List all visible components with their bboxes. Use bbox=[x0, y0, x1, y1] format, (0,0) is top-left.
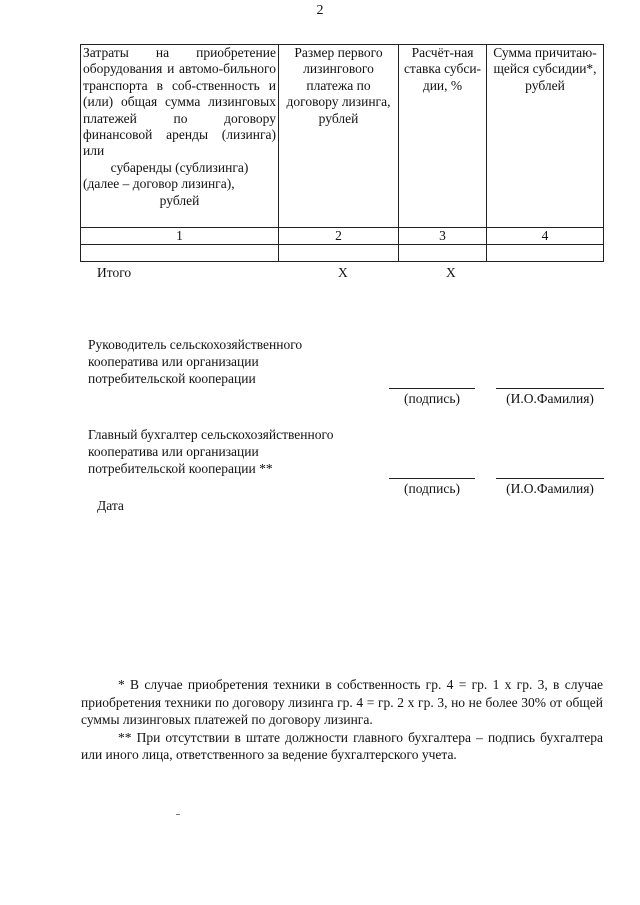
signature-role-line: кооператива или организации bbox=[88, 354, 259, 369]
name-line-accountant bbox=[496, 478, 604, 479]
empty-data-row bbox=[81, 245, 604, 262]
footnote-1: * В случае приобретения техники в собственность гр. 4 = гр. 1 х гр. 3, в случае приобретения техники по договору лизинга гр. 4 = гр. 2 х гр. 3, но не более 30% от общей суммы лизинговых платежей по договору лизинга. bbox=[81, 677, 603, 727]
header-cell-subsidy: Сумма причитаю-щейся субсидии*, рублей bbox=[487, 45, 604, 228]
header-costs-tail-2: (далее – договор лизинга), bbox=[83, 176, 235, 192]
header-cell-first-payment: Размер первого лизингового платежа по договору лизинга, рублей bbox=[279, 45, 399, 228]
empty-cell bbox=[81, 245, 279, 262]
header-costs-text: Затраты на приобретение оборудования и автомо-бильного транспорта в соб-ственность и (или) общая сумма лизинговых платежей по договору финансовой аренды (лизинга) или bbox=[83, 45, 276, 159]
column-number-row bbox=[81, 228, 604, 245]
itogo-row bbox=[80, 265, 603, 281]
footnotes bbox=[81, 676, 603, 764]
name-caption: (И.О.Фамилия) bbox=[506, 481, 594, 496]
column-number: 1 bbox=[81, 228, 279, 245]
signature-role-line: потребительской кооперации bbox=[88, 371, 256, 386]
scan-speck bbox=[176, 814, 180, 815]
header-cell-costs bbox=[81, 45, 279, 228]
header-costs-tail-3: рублей bbox=[159, 192, 200, 208]
signature-block-accountant bbox=[88, 426, 333, 477]
signature-caption: (подпись) bbox=[403, 391, 461, 406]
subsidy-table bbox=[80, 44, 604, 262]
name-line-head bbox=[496, 388, 604, 389]
header-costs-tail-1: субаренды (сублизинга) bbox=[110, 159, 249, 175]
date-label: Дата bbox=[97, 498, 124, 513]
column-number: 3 bbox=[399, 228, 487, 245]
signature-block-head bbox=[88, 336, 302, 387]
signature-role-line: кооператива или организации bbox=[88, 444, 259, 459]
itogo-col2-mark: X bbox=[338, 265, 348, 280]
empty-cell bbox=[487, 245, 604, 262]
signature-role-line: потребительской кооперации ** bbox=[88, 461, 273, 476]
empty-cell bbox=[399, 245, 487, 262]
column-number: 4 bbox=[487, 228, 604, 245]
signature-line-accountant bbox=[389, 478, 475, 479]
footnote-2: ** При отсутствии в штате должности главного бухгалтера – подпись бухгалтера или иного лица, ответственного за ведение бухгалтерского учета. bbox=[81, 729, 603, 762]
signature-caption: (подпись) bbox=[403, 481, 461, 496]
page-number: 2 bbox=[316, 3, 324, 18]
header-cell-rate: Расчёт-ная ставка субси-дии, % bbox=[399, 45, 487, 228]
signature-role-line: Главный бухгалтер сельскохозяйственного bbox=[88, 427, 334, 442]
name-caption: (И.О.Фамилия) bbox=[506, 391, 594, 406]
signature-role-line: Руководитель сельскохозяйственного bbox=[88, 337, 303, 352]
itogo-label: Итого bbox=[97, 265, 132, 280]
column-number: 2 bbox=[279, 228, 399, 245]
itogo-col3-mark: X bbox=[446, 265, 456, 280]
table-header-row bbox=[81, 45, 604, 228]
signature-line-head bbox=[389, 388, 475, 389]
empty-cell bbox=[279, 245, 399, 262]
